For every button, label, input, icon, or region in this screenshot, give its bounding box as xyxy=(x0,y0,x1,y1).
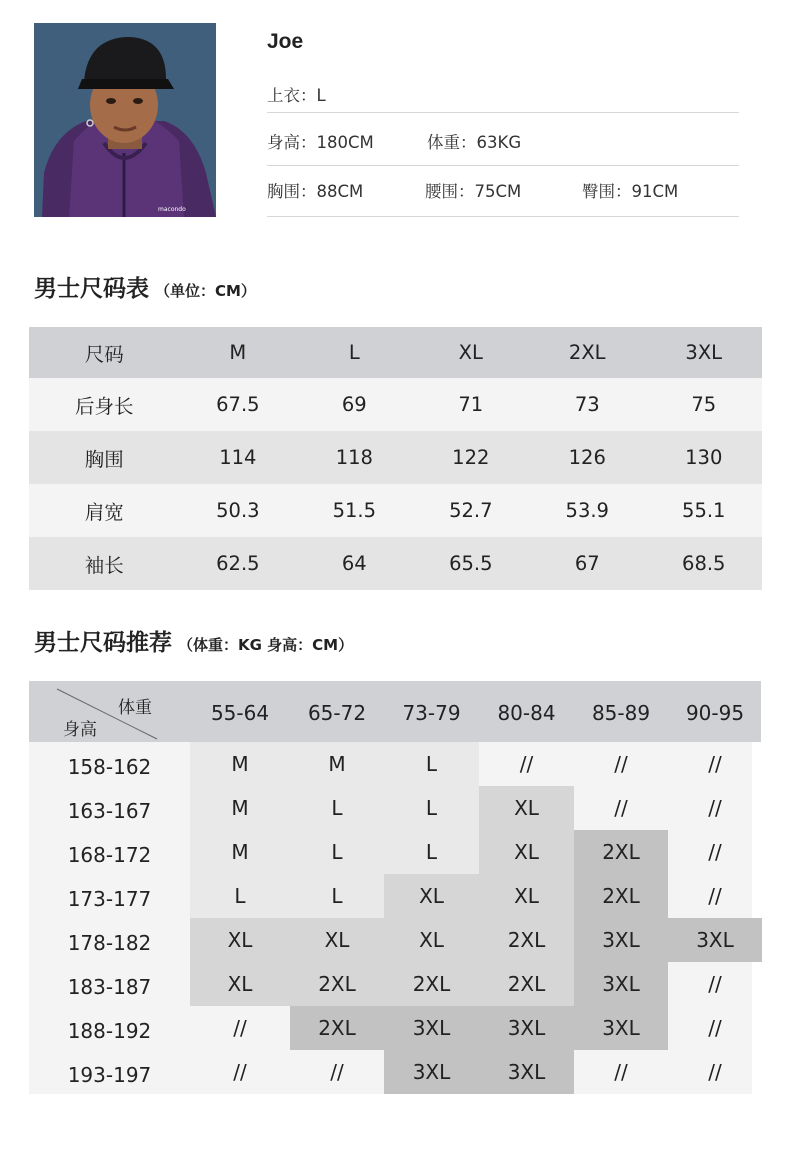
size-chart-row-label: 袖长 xyxy=(29,537,180,590)
recommend-cell: 3XL xyxy=(574,962,668,1006)
recommend-cell: // xyxy=(614,796,628,820)
height-row-label: 193-197 xyxy=(67,1063,152,1087)
size-chart-table xyxy=(29,327,762,590)
size-chart-cell: 51.5 xyxy=(296,484,412,537)
size-chart-row xyxy=(29,484,762,537)
recommend-cell: M xyxy=(290,742,384,786)
recommend-cell: 2XL xyxy=(479,962,574,1006)
size-chart-title xyxy=(34,270,256,303)
size-chart-cell: 67 xyxy=(529,537,645,590)
recommend-cell: 3XL xyxy=(384,1006,479,1050)
height-row-label: 188-192 xyxy=(67,1019,152,1043)
recommend-cell: XL xyxy=(384,874,479,918)
recommend-cell: // xyxy=(708,752,722,776)
size-chart-cell: 73 xyxy=(529,378,645,431)
weight-column-header: 65-72 xyxy=(307,701,367,725)
weight-column-header: 85-89 xyxy=(591,701,651,725)
height-row-label: 168-172 xyxy=(67,843,152,867)
size-chart-header-row xyxy=(29,327,762,378)
height-row-label: 178-182 xyxy=(67,931,152,955)
model-name: Joe xyxy=(267,30,304,53)
recommend-unit: （体重：KG 身高：CM） xyxy=(178,636,354,654)
size-chart-header-cell: 2XL xyxy=(529,327,645,378)
recommend-cell: // xyxy=(708,1060,722,1084)
height-row-label: 158-162 xyxy=(67,755,152,779)
height-row-label: 163-167 xyxy=(67,799,152,823)
recommend-cell: XL xyxy=(190,918,290,962)
recommend-cell: 2XL xyxy=(290,1006,384,1050)
size-chart-cell: 55.1 xyxy=(645,484,762,537)
recommend-cell: M xyxy=(190,830,290,874)
weight-column-header: 80-84 xyxy=(497,701,556,725)
recommend-cell: L xyxy=(290,830,384,874)
size-chart-row xyxy=(29,378,762,431)
size-chart-cell: 64 xyxy=(296,537,412,590)
spec-row-top-size xyxy=(267,64,739,113)
recommend-cell: XL xyxy=(479,786,574,830)
recommend-cell: L xyxy=(290,874,384,918)
recommend-cell: // xyxy=(708,884,722,908)
size-chart-cell: 122 xyxy=(413,431,529,484)
size-chart-cell: 71 xyxy=(413,378,529,431)
recommend-cell: L xyxy=(190,874,290,918)
size-chart-cell: 130 xyxy=(645,431,762,484)
recommend-cell: 2XL xyxy=(290,962,384,1006)
recommend-cell: 2XL xyxy=(479,918,574,962)
size-chart-title-text: 男士尺码表 xyxy=(34,276,149,302)
size-chart-header-cell: XL xyxy=(413,327,529,378)
recommend-cell: // xyxy=(233,1060,247,1084)
size-chart-cell: 118 xyxy=(296,431,412,484)
weight-column-header: 73-79 xyxy=(402,701,461,725)
recommend-cell: // xyxy=(233,1016,247,1040)
corner-cell xyxy=(29,681,190,742)
recommend-cell: 3XL xyxy=(384,1050,479,1094)
recommend-cell: // xyxy=(614,752,628,776)
recommend-cell: XL xyxy=(290,918,384,962)
recommend-cell: // xyxy=(330,1060,344,1084)
recommend-cell: XL xyxy=(479,874,574,918)
size-chart-cell: 53.9 xyxy=(529,484,645,537)
recommend-cell: XL xyxy=(190,962,290,1006)
recommend-cell: L xyxy=(384,786,479,830)
size-chart-header-cell: 3XL xyxy=(645,327,762,378)
recommend-title xyxy=(34,624,353,657)
spec-row-body xyxy=(267,113,739,166)
recommend-cell: 2XL xyxy=(574,874,668,918)
weight-column-header: 90-95 xyxy=(685,701,745,725)
size-chart-cell: 52.7 xyxy=(413,484,529,537)
hip-value: 臀围：91CM xyxy=(582,182,679,201)
recommend-cell: // xyxy=(708,972,722,996)
size-chart-cell: 62.5 xyxy=(180,537,296,590)
size-chart-row-label: 肩宽 xyxy=(29,484,180,537)
size-chart-cell: 114 xyxy=(180,431,296,484)
jacket-logo: macondo xyxy=(158,206,186,213)
size-chart-header-cell: M xyxy=(180,327,296,378)
size-chart-cell: 50.3 xyxy=(180,484,296,537)
recommend-cell: 3XL xyxy=(479,1050,574,1094)
model-photo xyxy=(34,23,216,217)
recommend-cell: XL xyxy=(384,918,479,962)
recommend-cell: M xyxy=(190,786,290,830)
recommend-cell: XL xyxy=(479,830,574,874)
size-chart-row xyxy=(29,537,762,590)
recommend-cell: // xyxy=(519,752,534,776)
recommend-cell: M xyxy=(190,742,290,786)
size-chart-cell: 126 xyxy=(529,431,645,484)
recommend-cell: L xyxy=(384,742,479,786)
recommend-cell: L xyxy=(290,786,384,830)
height-row-label: 173-177 xyxy=(67,887,152,911)
chest-value: 胸围：88CM xyxy=(267,182,364,201)
recommend-cell: 3XL xyxy=(479,1006,574,1050)
recommend-cell: 3XL xyxy=(574,918,668,962)
size-chart-header-cell: 尺码 xyxy=(29,327,180,378)
size-chart-cell: 67.5 xyxy=(180,378,296,431)
height-row-label: 183-187 xyxy=(67,975,152,999)
recommend-cell: // xyxy=(708,840,722,864)
size-chart-cell: 68.5 xyxy=(645,537,762,590)
corner-height-label: 身高 xyxy=(63,720,97,740)
corner-weight-label: 体重 xyxy=(118,698,152,718)
size-chart-row-label: 后身长 xyxy=(29,378,180,431)
size-chart-unit: （单位：CM） xyxy=(155,282,256,300)
recommend-cell: // xyxy=(708,796,722,820)
top-size: 上衣：L xyxy=(267,86,326,105)
weight-value: 体重：63KG xyxy=(427,133,522,152)
spec-row-measurements xyxy=(267,166,739,217)
waist-value: 腰围：75CM xyxy=(425,182,522,201)
size-chart-cell: 69 xyxy=(296,378,412,431)
size-chart-header-cell: L xyxy=(296,327,412,378)
recommend-title-text: 男士尺码推荐 xyxy=(34,630,172,656)
recommend-cell: 3XL xyxy=(668,918,762,962)
recommend-cell: // xyxy=(708,1016,722,1040)
recommend-cell: 2XL xyxy=(384,962,479,1006)
size-chart-row xyxy=(29,431,762,484)
recommend-cell: // xyxy=(614,1060,628,1084)
recommend-cell: L xyxy=(384,830,479,874)
size-chart-cell: 65.5 xyxy=(413,537,529,590)
size-chart-cell: 75 xyxy=(645,378,762,431)
height-value: 身高：180CM xyxy=(267,133,374,152)
recommend-cell: 3XL xyxy=(574,1006,668,1050)
recommend-cell: 2XL xyxy=(574,830,668,874)
weight-column-header: 55-64 xyxy=(210,701,270,725)
size-chart-row-label: 胸围 xyxy=(29,431,180,484)
